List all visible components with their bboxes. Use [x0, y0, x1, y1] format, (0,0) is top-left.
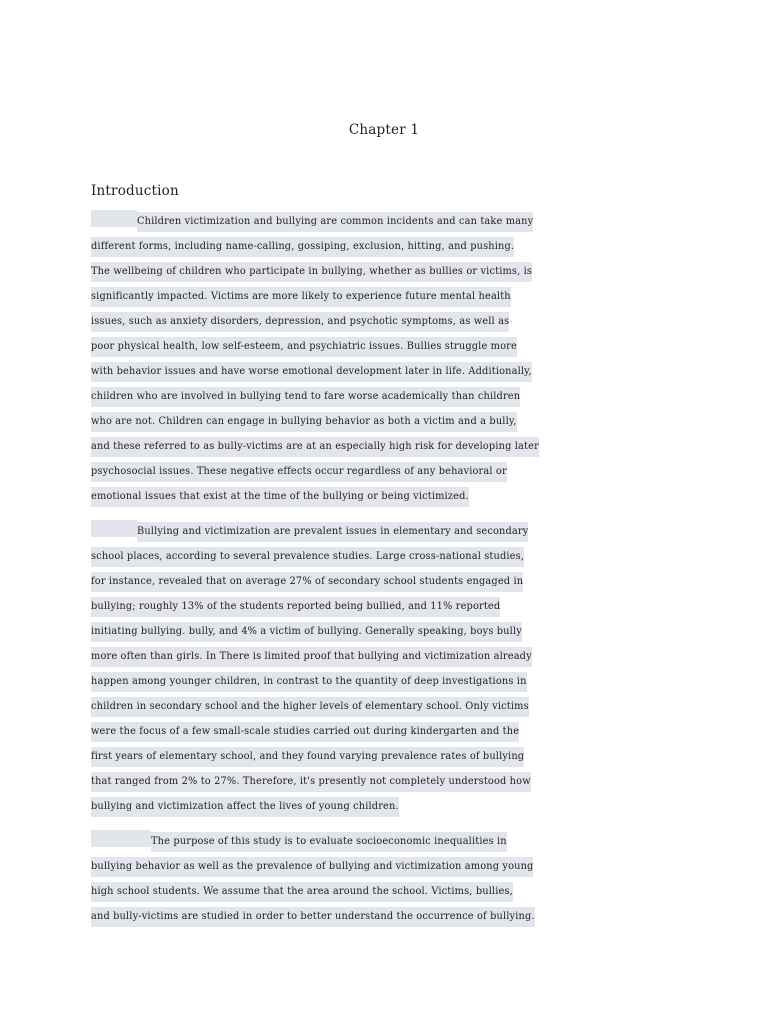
paragraph-line — [91, 744, 691, 769]
paragraph-line — [91, 384, 691, 409]
paragraph-line — [91, 409, 691, 434]
line-text: children in secondary school and the higher levels of elementary school. Only victims — [91, 697, 529, 717]
line-text: psychosocial issues. These negative effects occur regardless of any behavioral or — [91, 462, 507, 482]
line-text: who are not. Children can engage in bullying behavior as both a victim and a bully, — [91, 412, 517, 432]
line-text: first years of elementary school, and they found varying prevalence rates of bullying — [91, 747, 524, 767]
line-text: were the focus of a few small-scale studies carried out during kindergarten and the — [91, 722, 519, 742]
paragraph-line — [91, 309, 691, 334]
line-text: more often than girls. In There is limited proof that bullying and victimization already — [91, 647, 532, 667]
paragraph-line — [91, 794, 691, 819]
paragraph-line — [91, 904, 691, 929]
indent-highlight — [91, 520, 137, 537]
paragraph-line — [91, 334, 691, 359]
chapter-title: Chapter 1 — [348, 122, 420, 138]
paragraph-3 — [91, 829, 691, 929]
paragraph-line — [91, 854, 691, 879]
paragraph-line — [91, 719, 691, 744]
line-text: bullying; roughly 13% of the students reported being bullied, and 11% reported — [91, 597, 500, 617]
paragraph-line — [91, 284, 691, 309]
line-text: with behavior issues and have worse emotional development later in life. Additionally, — [91, 362, 532, 382]
line-text: school places, according to several prevalence studies. Large cross-national studies, — [91, 547, 524, 567]
paragraph-line — [91, 259, 691, 284]
line-text: bullying behavior as well as the prevalence of bullying and victimization among young — [91, 857, 533, 877]
line-text: emotional issues that exist at the time of the bullying or being victimized. — [91, 487, 469, 507]
paragraph-line — [91, 619, 691, 644]
paragraph-line — [91, 569, 691, 594]
paragraph-line — [91, 209, 691, 234]
paragraph-line — [91, 594, 691, 619]
line-text: and bully-victims are studied in order to better understand the occurrence of bullying. — [91, 907, 535, 927]
line-text: for instance, revealed that on average 27% of secondary school students engaged in — [91, 572, 523, 592]
paragraph-2 — [91, 519, 691, 819]
paragraph-line — [91, 769, 691, 794]
paragraph-line — [91, 359, 691, 384]
line-text: children who are involved in bullying tend to fare worse academically than children — [91, 387, 520, 407]
paragraph-1 — [91, 209, 691, 509]
line-text: that ranged from 2% to 27%. Therefore, it's presently not completely understood how — [91, 772, 531, 792]
paragraph-line — [91, 829, 691, 854]
line-text: issues, such as anxiety disorders, depression, and psychotic symptoms, as well as — [91, 312, 509, 332]
line-text: The purpose of this study is to evaluate socioeconomic inequalities in — [151, 832, 507, 852]
line-text: happen among younger children, in contrast to the quantity of deep investigations in — [91, 672, 527, 692]
paragraph-line — [91, 434, 691, 459]
paragraph-line — [91, 484, 691, 509]
paragraph-line — [91, 644, 691, 669]
line-text: initiating bullying. bully, and 4% a victim of bullying. Generally speaking, boys bully — [91, 622, 522, 642]
line-text: bullying and victimization affect the lives of young children. — [91, 797, 399, 817]
paragraph-line — [91, 544, 691, 569]
paragraph-line — [91, 669, 691, 694]
line-text: The wellbeing of children who participate in bullying, whether as bullies or victims, is — [91, 262, 532, 282]
paragraph-line — [91, 459, 691, 484]
paragraph-line — [91, 234, 691, 259]
line-text: poor physical health, low self-esteem, and psychiatric issues. Bullies struggle more — [91, 337, 517, 357]
indent-highlight — [91, 830, 151, 847]
paragraph-line — [91, 879, 691, 904]
indent-highlight — [91, 210, 137, 227]
paragraph-line — [91, 694, 691, 719]
line-text: different forms, including name-calling, gossiping, exclusion, hitting, and pushing. — [91, 237, 514, 257]
line-text: high school students. We assume that the area around the school. Victims, bullies, — [91, 882, 513, 902]
line-text: Bullying and victimization are prevalent issues in elementary and secondary — [137, 522, 528, 542]
line-text: and these referred to as bully-victims are at an especially high risk for developing later — [91, 437, 539, 457]
paragraph-line — [91, 519, 691, 544]
section-heading: Introduction — [91, 183, 179, 199]
line-text: significantly impacted. Victims are more likely to experience future mental health — [91, 287, 511, 307]
line-text: Children victimization and bullying are common incidents and can take many — [137, 212, 533, 232]
